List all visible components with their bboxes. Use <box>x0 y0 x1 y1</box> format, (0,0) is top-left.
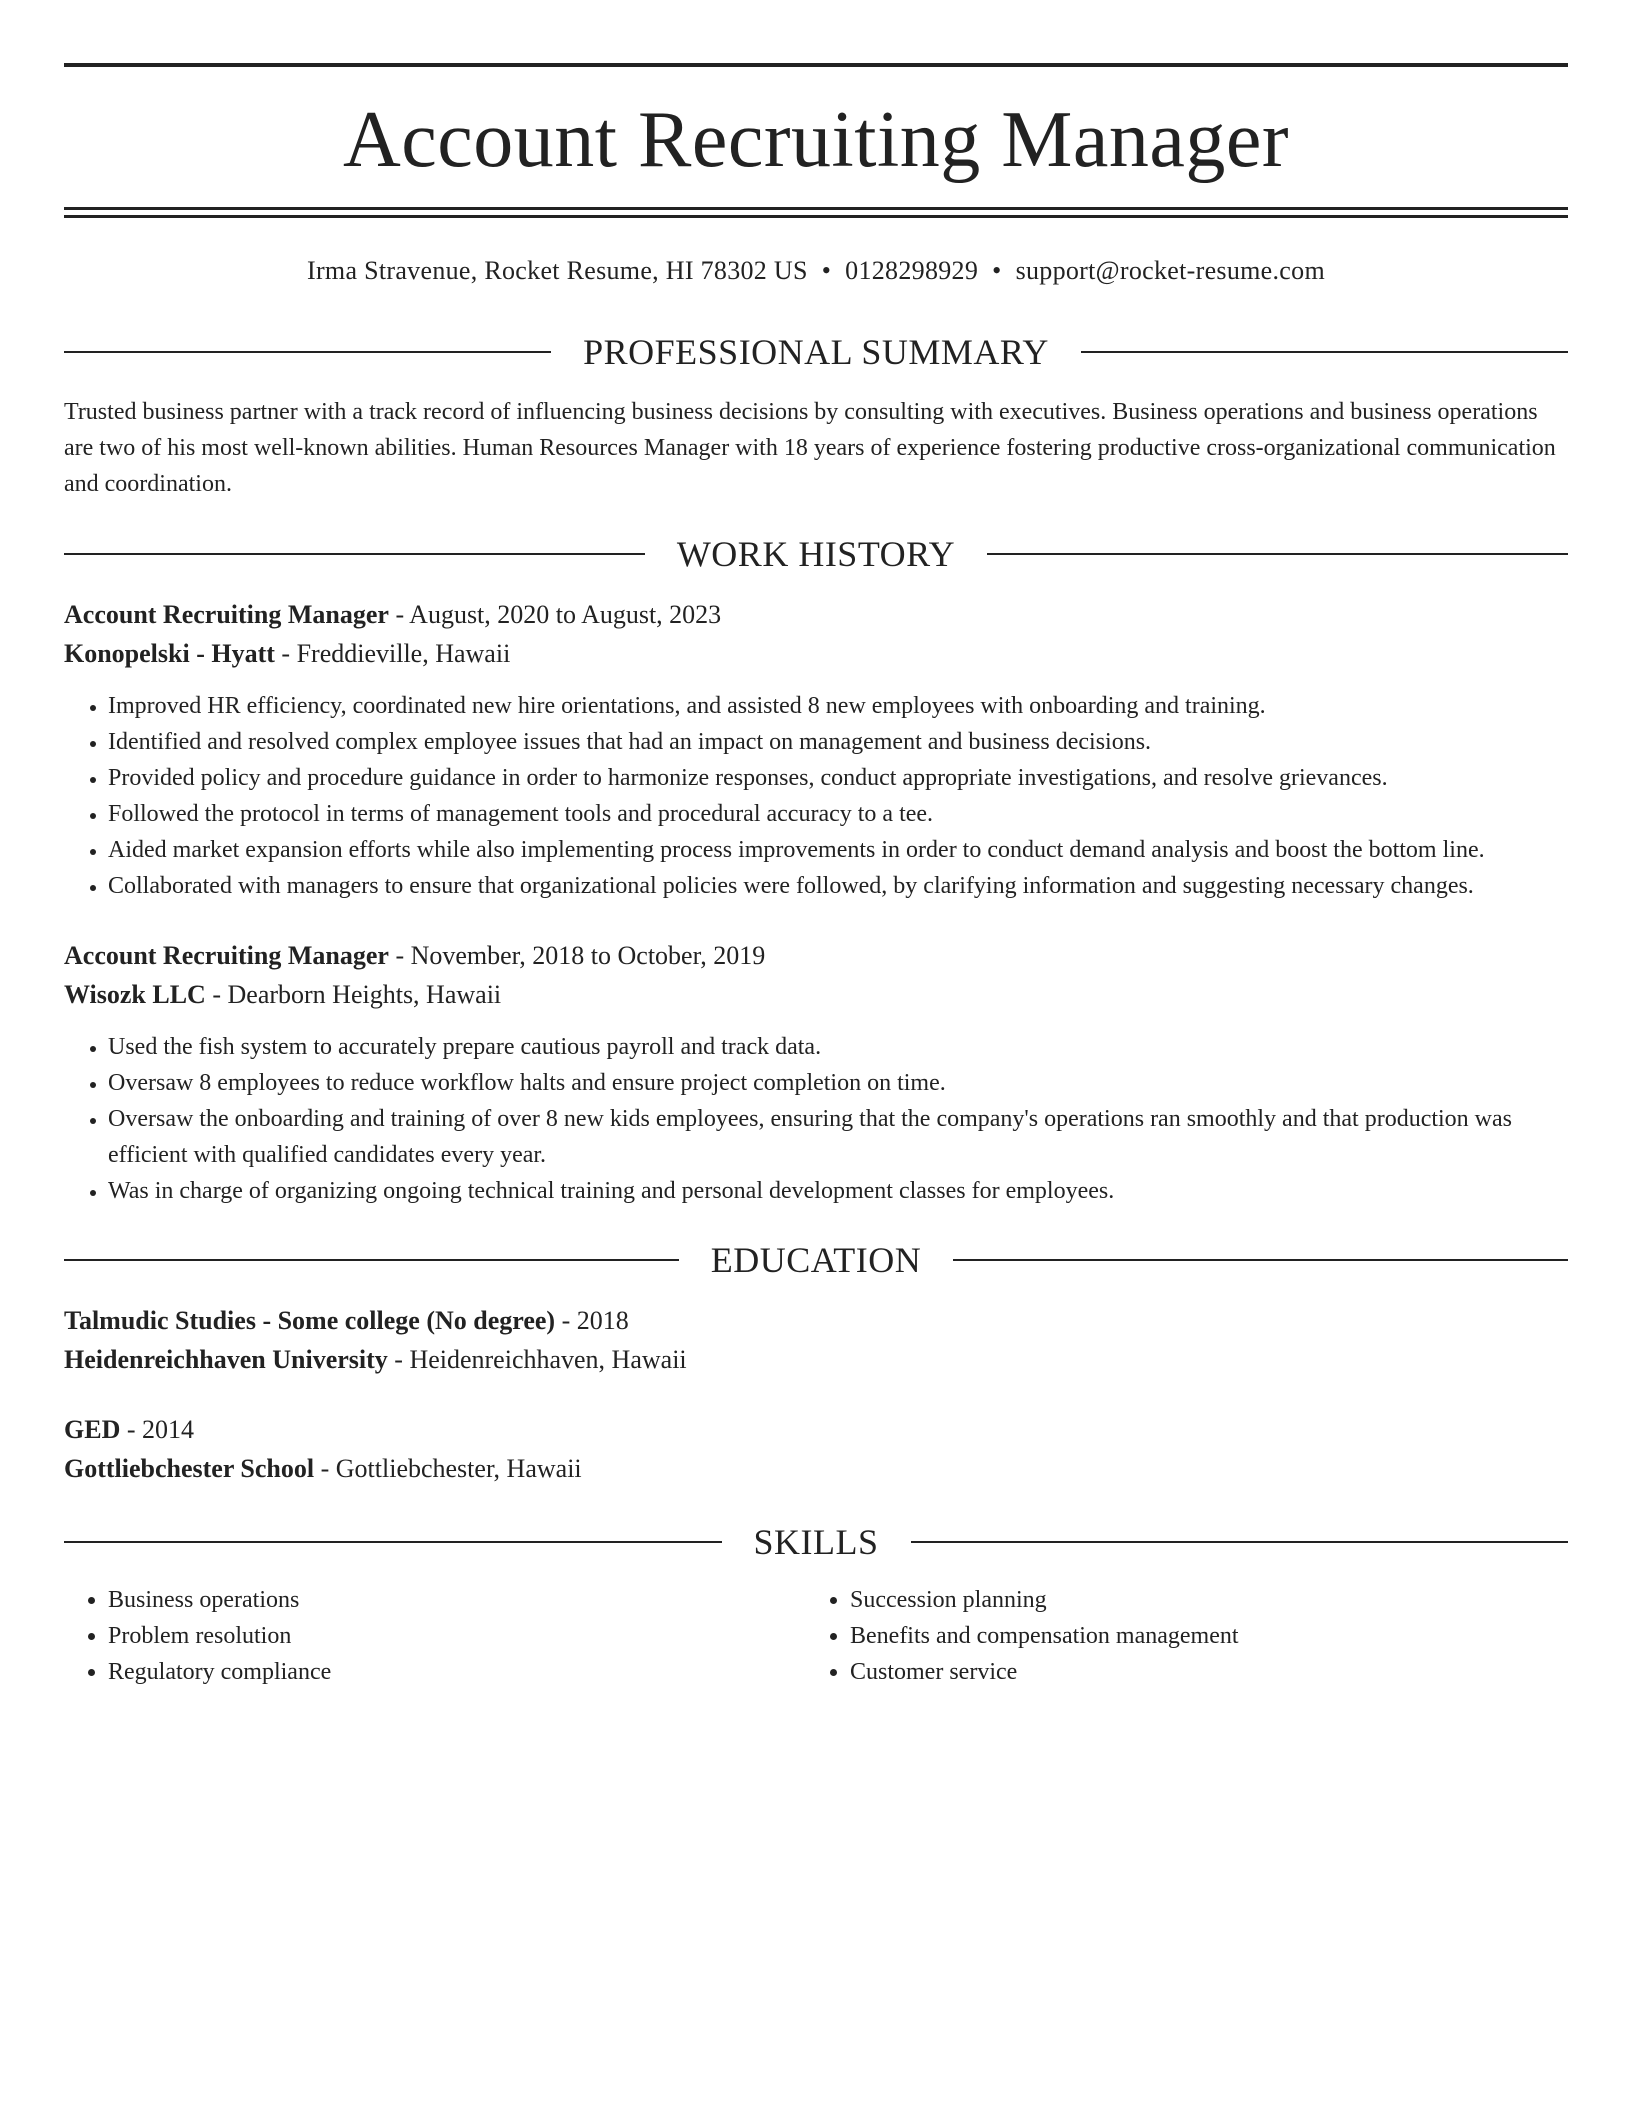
heading-rule-right <box>987 553 1568 555</box>
education-degree-line <box>64 1412 1568 1448</box>
job-title: Account Recruiting Manager <box>64 600 389 629</box>
skills-heading <box>64 1520 1568 1564</box>
job-bullets <box>64 688 1568 904</box>
skill-item: • Business operations <box>108 1582 808 1618</box>
heading-rule-left <box>64 1259 679 1261</box>
education-degree: Talmudic Studies - Some college (No degree) <box>64 1306 556 1335</box>
job-bullet: • Improved HR efficiency, coordinated new hire orientations, and assisted 8 new employees with onboarding and training. <box>108 688 1568 724</box>
job-bullet: • Was in charge of organizing ongoing technical training and personal development classes for employees. <box>108 1173 1568 1209</box>
education-degree: GED <box>64 1415 121 1444</box>
job-location: - Freddieville, Hawaii <box>274 639 511 668</box>
job-title-line <box>64 597 1568 633</box>
summary-heading-label: PROFESSIONAL SUMMARY <box>583 332 1049 372</box>
skills-heading-label: SKILLS <box>753 1522 879 1562</box>
education-location: - Heidenreichhaven, Hawaii <box>387 1345 687 1374</box>
skill-item: • Succession planning <box>850 1582 1550 1618</box>
contact-separator: • <box>821 256 832 285</box>
top-rule <box>64 63 1568 67</box>
contact-separator: • <box>992 256 1002 285</box>
education-location: - Gottliebchester, Hawaii <box>314 1454 582 1483</box>
education-school: Heidenreichhaven University <box>64 1345 388 1374</box>
job-company-line <box>64 977 1568 1013</box>
heading-rule-right <box>1081 351 1568 353</box>
resume-title: Account Recruiting Manager <box>342 96 1289 184</box>
skill-item: • Regulatory compliance <box>108 1654 808 1690</box>
job-bullets <box>64 1029 1568 1209</box>
heading-rule-left <box>64 351 551 353</box>
contact-email: support@rocket-resume.com <box>1015 256 1325 285</box>
education-school-line <box>64 1451 1568 1487</box>
job-company: Wisozk LLC <box>64 980 206 1009</box>
summary-heading <box>64 330 1568 374</box>
heading-rule-left <box>64 1541 722 1543</box>
education-heading-label: EDUCATION <box>710 1240 922 1280</box>
heading-rule-right <box>953 1259 1568 1261</box>
job-company: Konopelski - Hyatt <box>64 639 275 668</box>
education-heading <box>64 1238 1568 1282</box>
job-bullet: • Oversaw the onboarding and training of over 8 new kids employees, ensuring that the company's operations ran smoothly and that production was efficient with qualified candidates every year. <box>108 1101 1568 1173</box>
contact-address: Irma Stravenue, Rocket Resume, HI 78302 US <box>307 256 808 285</box>
job-bullet: • Collaborated with managers to ensure that organizational policies were followed, by clarifying information and suggesting necessary changes. <box>108 868 1568 904</box>
job-bullet: • Followed the protocol in terms of management tools and procedural accuracy to a tee. <box>108 796 1568 832</box>
skills-list-right <box>806 1582 1550 1690</box>
skill-item: • Benefits and compensation management <box>850 1618 1550 1654</box>
summary-text: Trusted business partner with a track record of influencing business decisions by consulting with executives. Business operations and business operations are two of his most well-known abilities. Human Resources Manager with 18 years of experience fostering productive cross-organizational communication and coordination. <box>64 399 1556 497</box>
job-title: Account Recruiting Manager <box>64 941 389 970</box>
education-school-line <box>64 1342 1568 1378</box>
work-heading-label: WORK HISTORY <box>676 534 956 574</box>
education-year: - 2018 <box>555 1306 629 1335</box>
job-title-line <box>64 938 1568 974</box>
skills-list-left <box>64 1582 808 1690</box>
heading-rule-right <box>911 1541 1569 1543</box>
contact-line <box>64 254 1568 288</box>
title-double-rule <box>64 207 1568 218</box>
skill-item: • Problem resolution <box>108 1618 808 1654</box>
job-location: - Dearborn Heights, Hawaii <box>205 980 502 1009</box>
work-heading <box>64 532 1568 576</box>
job-bullet: • Provided policy and procedure guidance in order to harmonize responses, conduct appropriate investigations, and resolve grievances. <box>108 760 1568 796</box>
contact-phone: 0128298929 <box>845 256 979 285</box>
skill-item: • Customer service <box>850 1654 1550 1690</box>
heading-rule-left <box>64 553 645 555</box>
job-company-line <box>64 636 1568 672</box>
education-degree-line <box>64 1303 1568 1339</box>
job-dates: - November, 2018 to October, 2019 <box>388 941 766 970</box>
job-bullet: • Oversaw 8 employees to reduce workflow halts and ensure project completion on time. <box>108 1065 1568 1101</box>
education-school: Gottliebchester School <box>64 1454 315 1483</box>
job-dates: - August, 2020 to August, 2023 <box>388 600 722 629</box>
education-year: - 2014 <box>120 1415 195 1444</box>
job-bullet: • Identified and resolved complex employee issues that had an impact on management and business decisions. <box>108 724 1568 760</box>
job-bullet: • Used the fish system to accurately prepare cautious payroll and track data. <box>108 1029 1568 1065</box>
job-bullet: • Aided market expansion efforts while also implementing process improvements in order to conduct demand analysis and boost the bottom line. <box>108 832 1568 868</box>
